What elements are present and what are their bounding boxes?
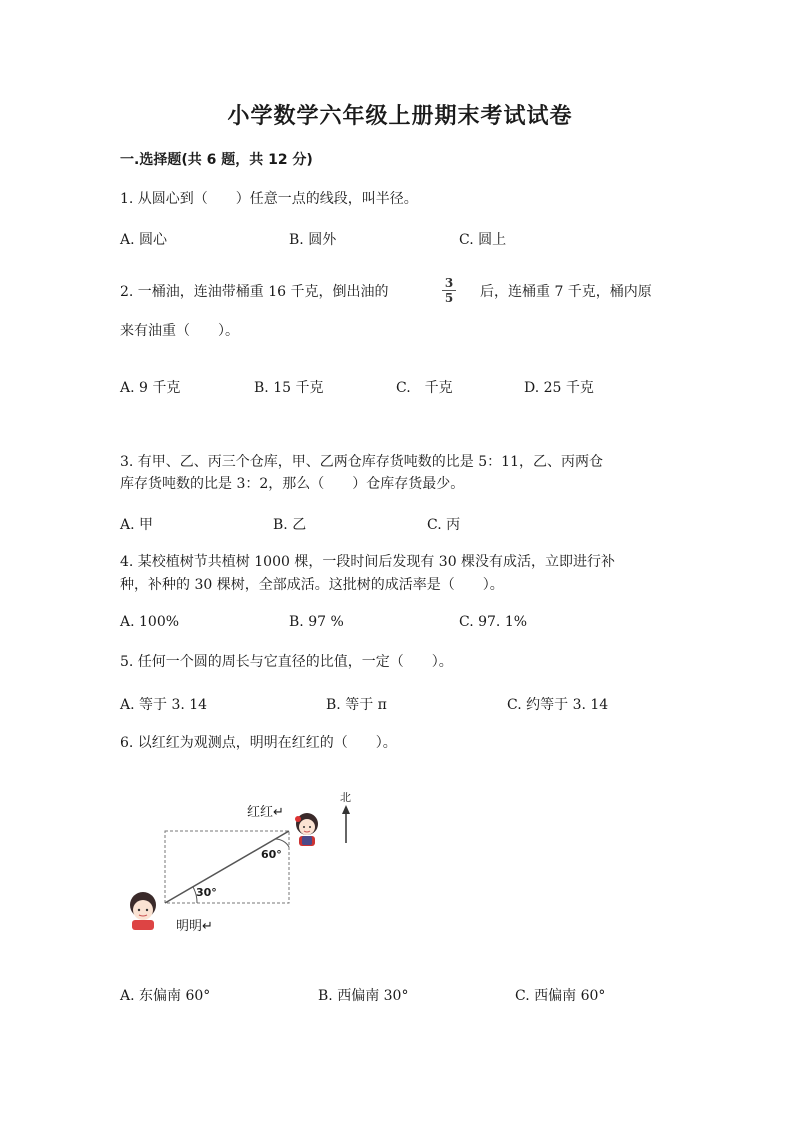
north-arrow-head (342, 805, 350, 814)
question-3-line1: 3. 有甲、乙、丙三个仓库，甲、乙两仓库存货吨数的比是 5：11，乙、丙两仓 (120, 454, 603, 470)
q3-option-a[interactable]: A. 甲 (120, 517, 154, 533)
q2-option-d[interactable]: D. 25 千克 (524, 380, 594, 396)
fraction-denominator: 5 (444, 291, 454, 305)
q2-option-c[interactable]: C. 千克 (396, 380, 453, 396)
q4-option-c[interactable]: C. 97. 1% (459, 614, 528, 630)
fraction-numerator: 3 (444, 276, 454, 290)
section-heading: 一.选择题(共 6 题，共 12 分) (120, 152, 313, 168)
page-title: 小学数学六年级上册期末考试试卷 (227, 104, 573, 129)
north-label: 北 (340, 791, 351, 804)
q4-option-a[interactable]: A. 100% (120, 614, 180, 630)
hong-label: 红红↵ (247, 805, 284, 820)
q4-option-b[interactable]: B. 97 % (289, 614, 344, 630)
q1-option-b[interactable]: B. 圆外 (289, 232, 337, 248)
angle-arc-top (275, 839, 289, 847)
fraction-three-fifths (442, 277, 456, 304)
angle-60-label: 60° (261, 848, 282, 861)
question-2-part1: 2. 一桶油，连油带桶重 16 千克，倒出油的 (120, 284, 389, 300)
q6-option-b[interactable]: B. 西偏南 30° (318, 988, 409, 1004)
angle-30-label: 30° (196, 886, 217, 899)
question-4-line1: 4. 某校植树节共植树 1000 棵，一段时间后发现有 30 棵没有成活，立即进行补 (120, 554, 616, 570)
sight-line (165, 831, 289, 903)
question-6: 6. 以红红为观测点，明明在红红的（ ）。 (120, 735, 397, 751)
q1-option-a[interactable]: A. 圆心 (120, 232, 168, 248)
q5-option-a[interactable]: A. 等于 3. 14 (120, 697, 208, 713)
q6-option-c[interactable]: C. 西偏南 60° (515, 988, 606, 1004)
question-3-line2: 库存货吨数的比是 3：2，那么（ ）仓库存货最少。 (120, 476, 465, 492)
q5-option-b[interactable]: B. 等于 π (326, 697, 387, 713)
question-2-line2: 来有油重（ ）。 (120, 323, 239, 339)
q2-option-a[interactable]: A. 9 千克 (120, 380, 181, 396)
q6-option-a[interactable]: A. 东偏南 60° (120, 988, 211, 1004)
ming-label: 明明↵ (176, 919, 213, 934)
direction-figure (118, 785, 398, 945)
q5-option-c[interactable]: C. 约等于 3. 14 (507, 697, 609, 713)
question-2-part2: 后，连桶重 7 千克，桶内原 (480, 284, 652, 300)
question-4-line2: 种，补种的 30 棵树，全部成活。这批树的成活率是（ ）。 (120, 577, 504, 593)
question-5: 5. 任何一个圆的周长与它直径的比值，一定（ ）。 (120, 654, 453, 670)
q2-option-b[interactable]: B. 15 千克 (254, 380, 324, 396)
q3-option-c[interactable]: C. 丙 (427, 517, 461, 533)
hong-child-icon (295, 813, 318, 846)
q1-option-c[interactable]: C. 圆上 (459, 232, 507, 248)
ming-child-icon (130, 892, 156, 930)
question-1: 1. 从圆心到（ ）任意一点的线段，叫半径。 (120, 191, 418, 207)
q3-option-b[interactable]: B. 乙 (273, 517, 307, 533)
